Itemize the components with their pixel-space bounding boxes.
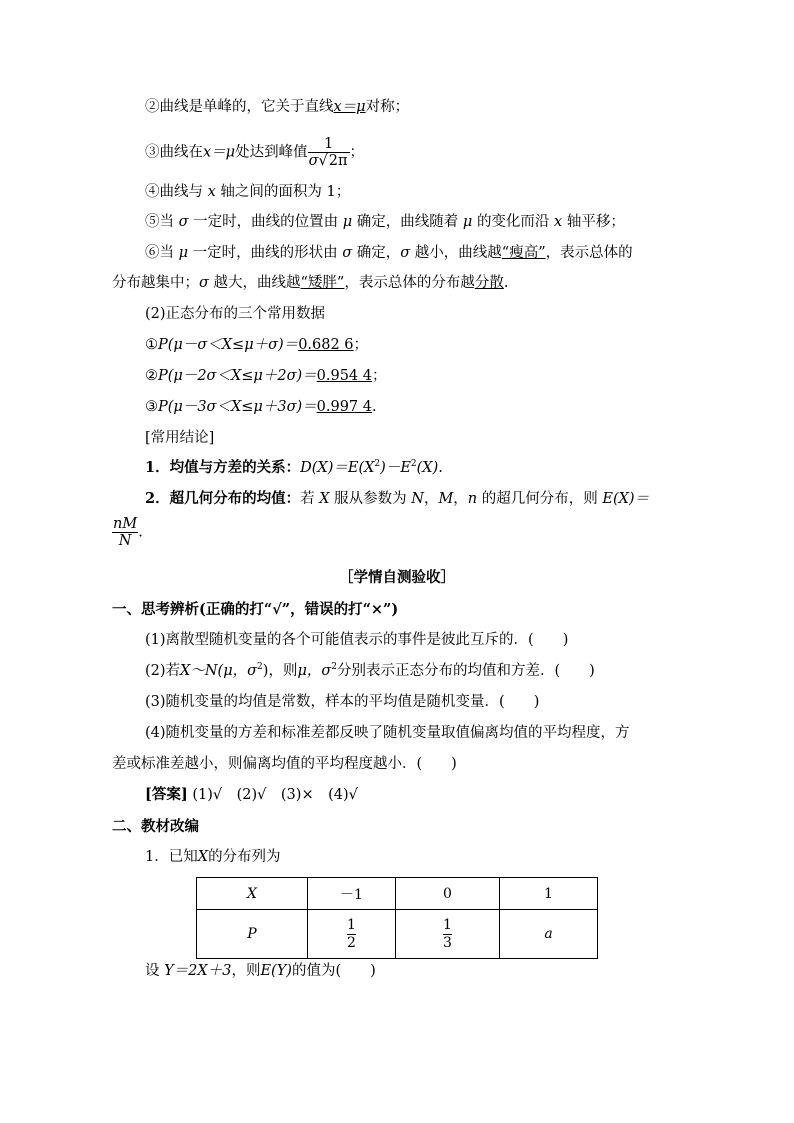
item-6-line: ⑥当 μ 一定时，曲线的形状由 σ 确定，σ 越小，曲线越“瘦高”，表示总体的	[145, 245, 633, 261]
conclusion-1: 1．均值与方差的关系：$D(X)=E(X^2)-E^2(X)$.	[145, 459, 443, 476]
table-row	[197, 910, 598, 959]
table-cell: 1	[500, 878, 598, 910]
answer-line	[145, 785, 358, 805]
shou-gao-term: “瘦高”	[501, 245, 546, 261]
answer-label: [答案]	[145, 786, 188, 803]
fen-san-term: 分散	[474, 275, 504, 291]
conclusion-2: 2．超几何分布的均值：若 X 服从参数为 N，M，n 的超几何分布，则 E(X)＝	[145, 490, 650, 507]
value-0-6826: 0.682 6	[298, 337, 354, 353]
item-5-line: ⑤当 σ 一定时，曲线的位置由 μ 确定，曲线随着 μ 的变化而沿 x 轴平移；	[145, 214, 625, 230]
distribution-table	[196, 877, 598, 959]
table-row	[197, 878, 598, 910]
part-1-title: 一、思考辨析(正确的打“√”，错误的打“×”)	[112, 601, 399, 618]
data-line-1: ①P(μ－σ＜X≤μ＋σ)＝0.682 6；	[145, 337, 369, 353]
peak-value-fraction: $\frac{1}{\sigma√2\pi}$	[308, 136, 348, 169]
part-2-title: 二、教材改编	[112, 818, 199, 835]
item-4-line: ④曲线与 x 轴之间的面积为 1；	[145, 184, 351, 200]
section-2-title: (2)正态分布的三个常用数据	[145, 306, 326, 322]
answer-text: (1)√ (2)√ (3)× (4)√	[192, 787, 358, 803]
question-4-line-1: (4)随机变量的方差和标准差都反映了随机变量取值偏离均值的平均程度，方	[145, 725, 630, 741]
ai-pang-term: “矮胖”	[300, 275, 345, 291]
table-cell: －1	[308, 878, 396, 910]
followup-question: 设 Y＝2X＋3，则E(Y)的值为( )	[145, 963, 376, 979]
value-0-9974: 0.997 4	[316, 399, 372, 415]
question-1: (1)离散型随机变量的各个可能值表示的事件是彼此互斥的．( )	[145, 632, 569, 648]
item-6-line-2: 分布越集中；σ 越大，曲线越“矮胖”，表示总体的分布越分散.	[112, 275, 509, 291]
value-0-9544: 0.954 4	[316, 368, 372, 384]
question-4-line-2: 差或标准差越小，则偏离均值的平均程度越小．( )	[112, 756, 457, 772]
table-cell: $\frac{1}{2}$	[308, 910, 396, 959]
table-cell: $\frac{1}{3}$	[396, 910, 500, 959]
question-2: (2)若X～N(μ，$\sigma^2$)，则μ，$\sigma^2$分别表示正态分布的均值和方差．( )	[145, 662, 595, 679]
item-2-line: ②曲线是单峰的，它关于直线x＝μ对称；	[145, 99, 410, 115]
self-test-title: ［学情自测验收］	[339, 569, 455, 586]
question-3: (3)随机变量的均值是常数，样本的平均值是随机变量．( )	[145, 694, 540, 710]
table-cell: a	[500, 910, 598, 959]
hypergeometric-mean-fraction: $\frac{nM}{N}$ .	[113, 516, 143, 549]
conclusions-title: [常用结论]	[145, 430, 215, 446]
table-cell: 0	[396, 878, 500, 910]
table-cell: P	[197, 910, 308, 959]
circle-number: ②	[145, 99, 160, 115]
data-line-2: ②P(μ－2σ＜X≤μ＋2σ)＝0.954 4；	[145, 368, 387, 384]
symmetry-equation: x＝μ	[333, 99, 366, 115]
item-3-line: ③曲线在x＝μ处达到峰值 $\frac{1}{\sigma√2\pi}$ ；	[145, 136, 365, 169]
data-line-3: ③P(μ－3σ＜X≤μ＋3σ)＝0.997 4.	[145, 399, 377, 415]
part-2-question-1: 1．已知X的分布列为	[145, 849, 281, 865]
table-cell: X	[197, 878, 308, 910]
